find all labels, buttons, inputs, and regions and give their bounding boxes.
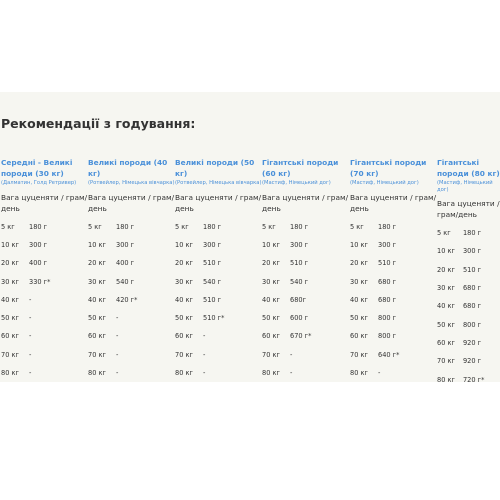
table-row <box>1 272 89 290</box>
table-row <box>437 242 500 260</box>
column-subtitle: (Мастиф, Німецький дог) <box>262 180 331 186</box>
puppy-weight-cell: 10 кг <box>88 240 106 249</box>
table-row <box>350 236 438 254</box>
puppy-weight-cell: 30 кг <box>88 277 106 286</box>
breed-column-giant-80 <box>437 158 500 382</box>
table-row <box>88 309 176 327</box>
table-row <box>350 327 438 345</box>
puppy-weight-cell: 50 кг <box>262 314 280 323</box>
column-subtitle: (Мастиф, Німецький дог) <box>437 180 493 193</box>
table-row <box>88 291 176 309</box>
daily-grams-cell: 920 г <box>462 338 482 347</box>
puppy-weight-cell: 60 кг <box>1 332 19 341</box>
column-subtitle: (Далматин, Голд Ретривер) <box>1 180 77 186</box>
column-title: Великі породи (40 кг) <box>88 158 168 178</box>
puppy-weight-cell: 70 кг <box>437 357 455 366</box>
daily-grams-cell: - <box>203 350 206 359</box>
daily-grams-cell: - <box>29 350 32 359</box>
daily-grams-cell: 300 г <box>116 240 135 249</box>
puppy-weight-cell: 10 кг <box>262 240 280 249</box>
daily-grams-cell: 180 г <box>462 229 482 238</box>
breed-column-large-50 <box>175 158 263 382</box>
daily-grams-cell: 180 г <box>378 222 397 231</box>
puppy-weight-cell: 20 кг <box>437 265 455 274</box>
puppy-weight-cell: 20 кг <box>88 259 106 268</box>
daily-grams-cell: 720 г* <box>462 375 485 382</box>
table-row <box>175 364 263 382</box>
table-row <box>437 297 500 315</box>
weight-label: Вага цуценяти / грам/день <box>175 192 262 213</box>
puppy-weight-cell: 50 кг <box>437 320 455 329</box>
daily-grams-cell: 640 г* <box>378 350 400 359</box>
puppy-weight-cell: 20 кг <box>1 259 19 268</box>
daily-grams-cell: - <box>378 369 381 378</box>
puppy-weight-cell: 10 кг <box>437 247 455 256</box>
table-row <box>1 364 89 382</box>
daily-grams-cell: 330 г* <box>29 277 51 286</box>
table-row <box>262 291 350 309</box>
daily-grams-cell: 600 г <box>290 314 309 323</box>
table-row <box>175 218 263 236</box>
table-row <box>350 218 438 236</box>
daily-grams-cell: - <box>29 369 32 378</box>
daily-grams-cell: 180 г <box>29 222 48 231</box>
table-row <box>1 327 89 345</box>
daily-grams-cell: - <box>290 369 293 378</box>
daily-grams-cell: 680 г <box>378 295 397 304</box>
puppy-weight-cell: 10 кг <box>175 240 193 249</box>
puppy-weight-cell: 50 кг <box>88 314 106 323</box>
table-row <box>175 254 263 272</box>
daily-grams-cell: 540 г <box>203 277 222 286</box>
table-row <box>350 254 438 272</box>
weight-label: Вага цуценяти / грам/день <box>350 192 437 213</box>
daily-grams-cell: 180 г <box>290 222 309 231</box>
daily-grams-cell: - <box>203 332 206 341</box>
table-row <box>350 291 438 309</box>
column-subtitle: (Ротвейлер, Німецька вівчарка) <box>175 180 262 186</box>
daily-grams-cell: 800 г <box>462 320 482 329</box>
table-row <box>262 218 350 236</box>
puppy-weight-cell: 40 кг <box>88 295 106 304</box>
daily-grams-cell: 680 г <box>462 284 482 293</box>
puppy-weight-cell: 70 кг <box>350 350 368 359</box>
column-subtitle: (Мастиф, Німецький дог) <box>350 180 419 186</box>
puppy-weight-cell: 5 кг <box>175 222 189 231</box>
table-row <box>1 254 89 272</box>
puppy-weight-cell: 5 кг <box>262 222 276 231</box>
daily-grams-cell: 510 г <box>378 259 397 268</box>
table-row <box>262 364 350 382</box>
table-row <box>437 352 500 370</box>
breed-column-giant-70 <box>350 158 438 382</box>
daily-grams-cell: 400 г <box>116 259 135 268</box>
weight-label: Вага цуценяти / грам/день <box>1 192 88 213</box>
table-row <box>88 218 176 236</box>
table-row <box>437 261 500 279</box>
table-row <box>88 254 176 272</box>
puppy-weight-cell: 50 кг <box>175 314 193 323</box>
table-row <box>350 272 438 290</box>
table-row <box>437 224 500 242</box>
daily-grams-cell: 300 г <box>462 247 482 256</box>
table-row <box>88 272 176 290</box>
puppy-weight-cell: 40 кг <box>262 295 280 304</box>
puppy-weight-cell: 30 кг <box>262 277 280 286</box>
puppy-weight-cell: 70 кг <box>262 350 280 359</box>
column-title: Великі породи (50 кг) <box>175 158 255 178</box>
weight-label: Вага цуценяти / грам/день <box>262 192 349 213</box>
table-row <box>1 236 89 254</box>
daily-grams-cell: 300 г <box>203 240 222 249</box>
puppy-weight-cell: 60 кг <box>175 332 193 341</box>
puppy-weight-cell: 60 кг <box>350 332 368 341</box>
table-row <box>262 327 350 345</box>
table-row <box>262 346 350 364</box>
puppy-weight-cell: 80 кг <box>175 369 193 378</box>
table-row <box>1 309 89 327</box>
puppy-weight-cell: 50 кг <box>350 314 368 323</box>
puppy-weight-cell: 70 кг <box>1 350 19 359</box>
puppy-weight-cell: 40 кг <box>175 295 193 304</box>
puppy-weight-cell: 10 кг <box>350 240 368 249</box>
table-row <box>1 218 89 236</box>
puppy-weight-cell: 30 кг <box>1 277 19 286</box>
puppy-weight-cell: 5 кг <box>88 222 102 231</box>
puppy-weight-cell: 70 кг <box>175 350 193 359</box>
column-subtitle: (Ротвейлер, Німецька вівчарка) <box>88 180 175 186</box>
puppy-weight-cell: 80 кг <box>1 369 19 378</box>
puppy-weight-cell: 5 кг <box>1 222 15 231</box>
daily-grams-cell: 510 г <box>203 295 222 304</box>
daily-grams-cell: - <box>203 369 206 378</box>
table-row <box>350 346 438 364</box>
daily-grams-cell: 540 г <box>116 277 135 286</box>
puppy-weight-cell: 60 кг <box>262 332 280 341</box>
puppy-weight-cell: 80 кг <box>88 369 106 378</box>
breed-column-medium-large-30 <box>1 158 89 382</box>
daily-grams-cell: - <box>29 332 32 341</box>
puppy-weight-cell: 30 кг <box>437 284 455 293</box>
table-row <box>437 279 500 297</box>
daily-grams-cell: 510 г* <box>203 314 225 323</box>
puppy-weight-cell: 60 кг <box>88 332 106 341</box>
daily-grams-cell: - <box>116 314 119 323</box>
daily-grams-cell: 680 г <box>462 302 482 311</box>
puppy-weight-cell: 50 кг <box>1 314 19 323</box>
table-row <box>175 309 263 327</box>
puppy-weight-cell: 30 кг <box>175 277 193 286</box>
table-row <box>262 236 350 254</box>
daily-grams-cell: 300 г <box>29 240 48 249</box>
puppy-weight-cell: 60 кг <box>437 338 455 347</box>
puppy-weight-cell: 40 кг <box>437 302 455 311</box>
breed-column-large-40 <box>88 158 176 382</box>
table-row <box>262 272 350 290</box>
table-row <box>262 309 350 327</box>
feeding-recommendations-panel <box>0 92 500 382</box>
daily-grams-cell: 180 г <box>203 222 222 231</box>
table-row <box>1 346 89 364</box>
table-row <box>437 334 500 352</box>
puppy-weight-cell: 40 кг <box>1 295 19 304</box>
table-row <box>175 272 263 290</box>
daily-grams-cell: 800 г <box>378 314 397 323</box>
puppy-weight-cell: 20 кг <box>262 259 280 268</box>
daily-grams-cell: - <box>29 295 32 304</box>
daily-grams-cell: 400 г <box>29 259 48 268</box>
daily-grams-cell: 420 г* <box>116 295 138 304</box>
table-row <box>175 291 263 309</box>
weight-label: Вага цуценяти / грам/день <box>88 192 175 213</box>
puppy-weight-cell: 70 кг <box>88 350 106 359</box>
table-row <box>437 370 500 382</box>
puppy-weight-cell: 5 кг <box>350 222 364 231</box>
column-title: Гігантські породи (70 кг) <box>350 158 427 178</box>
table-row <box>175 327 263 345</box>
table-row <box>88 236 176 254</box>
table-row <box>175 236 263 254</box>
puppy-weight-cell: 30 кг <box>350 277 368 286</box>
table-row <box>88 327 176 345</box>
daily-grams-cell: - <box>116 369 119 378</box>
table-row <box>350 309 438 327</box>
daily-grams-cell: 920 г <box>462 357 482 366</box>
daily-grams-cell: 300 г <box>378 240 397 249</box>
daily-grams-cell: 180 г <box>116 222 135 231</box>
daily-grams-cell: 510 г <box>462 265 482 274</box>
daily-grams-cell: - <box>116 350 119 359</box>
table-row <box>175 346 263 364</box>
column-title: Гігантські породи (60 кг) <box>262 158 339 178</box>
puppy-weight-cell: 40 кг <box>350 295 368 304</box>
puppy-weight-cell: 80 кг <box>437 375 455 382</box>
table-row <box>1 291 89 309</box>
table-row <box>88 364 176 382</box>
page-title: Рекомендації з годування: <box>1 116 196 131</box>
daily-grams-cell: 680 г <box>378 277 397 286</box>
daily-grams-cell: 510 г <box>203 259 222 268</box>
daily-grams-cell: 680г <box>290 295 307 304</box>
table-row <box>437 315 500 333</box>
daily-grams-cell: - <box>290 350 293 359</box>
puppy-weight-cell: 20 кг <box>350 259 368 268</box>
table-row <box>262 254 350 272</box>
breed-column-giant-60 <box>262 158 350 382</box>
column-title: Гігантські породи (80 кг) <box>437 158 500 178</box>
daily-grams-cell: - <box>116 332 119 341</box>
puppy-weight-cell: 80 кг <box>350 369 368 378</box>
daily-grams-cell: 670 г* <box>290 332 312 341</box>
puppy-weight-cell: 10 кг <box>1 240 19 249</box>
daily-grams-cell: 510 г <box>290 259 309 268</box>
daily-grams-cell: 300 г <box>290 240 309 249</box>
daily-grams-cell: - <box>29 314 32 323</box>
table-row <box>88 346 176 364</box>
puppy-weight-cell: 80 кг <box>262 369 280 378</box>
daily-grams-cell: 800 г <box>378 332 397 341</box>
table-row <box>350 364 438 382</box>
puppy-weight-cell: 5 кг <box>437 229 451 238</box>
puppy-weight-cell: 20 кг <box>175 259 193 268</box>
daily-grams-cell: 540 г <box>290 277 309 286</box>
column-title: Середні - Великі породи (30 кг) <box>1 158 73 178</box>
weight-label: Вага цуценяти / грам/день <box>437 199 500 219</box>
